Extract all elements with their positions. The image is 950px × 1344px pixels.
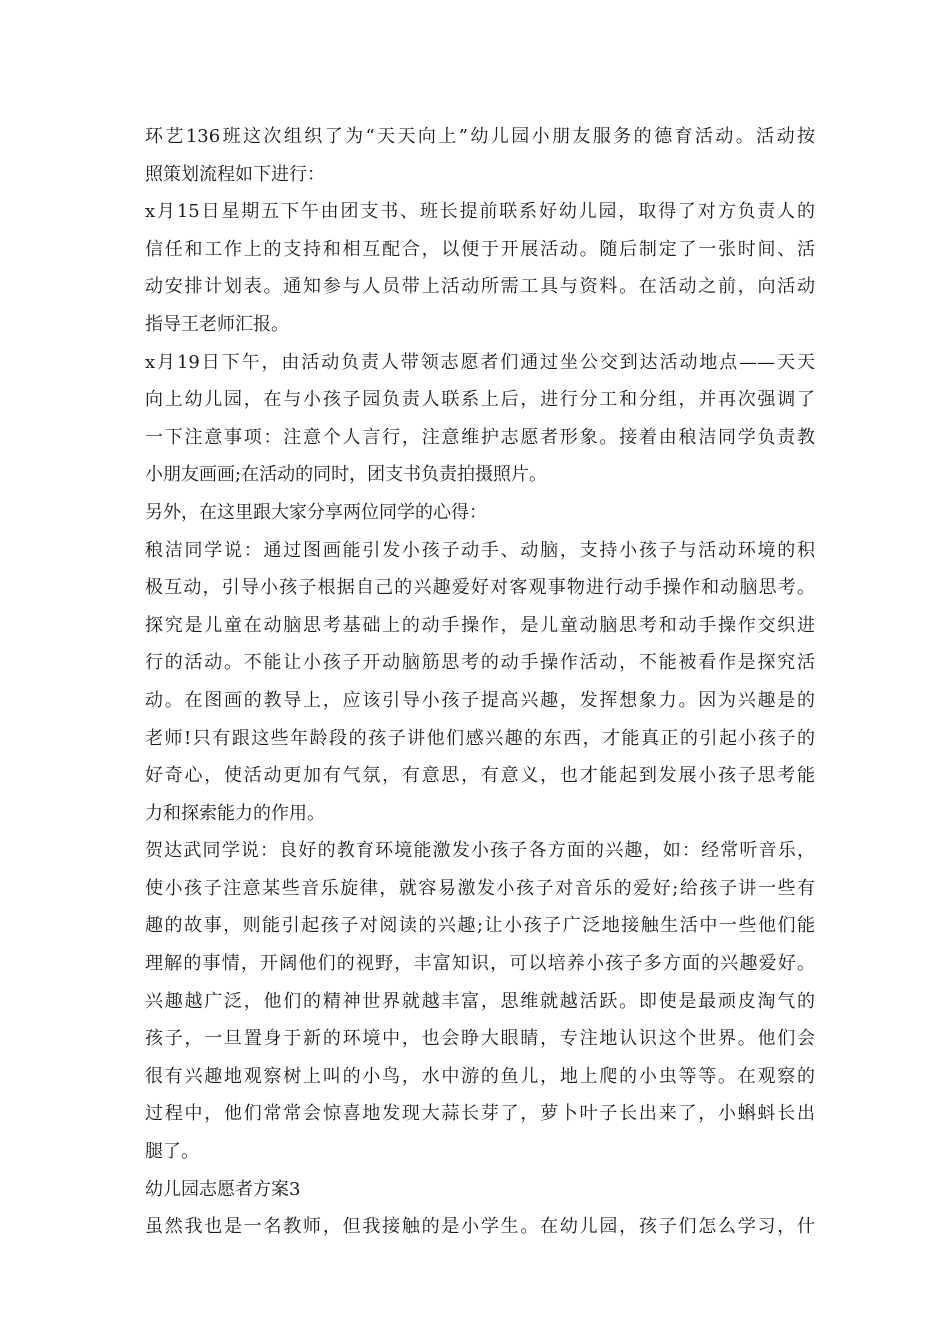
section-heading: 幼儿园志愿者方案3	[145, 1178, 301, 1200]
text-line: 小朋友画画;在活动的同时，团支书负责拍摄照片。	[145, 464, 548, 486]
text-line: 很有兴趣地观察树上叫的小鸟，水中游的鱼儿，地上爬的小虫等等。在观察的	[145, 1065, 815, 1087]
text-line: 另外，在这里跟大家分享两位同学的心得：	[145, 501, 487, 523]
text-line: 环艺136班这次组织了为“天天向上”幼儿园小朋友服务的德育活动。活动按	[145, 126, 815, 147]
text-line: 好奇心，使活动更加有气氛，有意思，有意义，也才能起到发展小孩子思考能	[145, 765, 815, 787]
text-line: 指导王老师汇报。	[145, 313, 289, 335]
text-line: 虽然我也是一名教师，但我接触的是小学生。在幼儿园，孩子们怎么学习，什	[145, 1216, 815, 1238]
text-line: 稂洁同学说：通过图画能引发小孩子动手、动脑，支持小孩子与活动环境的积	[145, 539, 815, 561]
text-line: 贺达武同学说：良好的教育环境能激发小孩子各方面的兴趣，如：经常听音乐，	[145, 840, 815, 862]
text-line: 极互动，引导小孩子根据自己的兴趣爱好对客观事物进行动手操作和动脑思考。	[145, 577, 815, 599]
text-line: 动安排计划表。通知参与人员带上活动所需工具与资料。在活动之前，向活动	[145, 276, 815, 298]
text-line: 孩子，一旦置身于新的环境中，也会睁大眼睛，专注地认识这个世界。他们会	[145, 1028, 815, 1050]
text-line: 力和探索能力的作用。	[145, 802, 325, 824]
text-line: x月15日星期五下午由团支书、班长提前联系好幼儿园，取得了对方负责人的	[145, 201, 815, 223]
text-line: 一下注意事项：注意个人言行，注意维护志愿者形象。接着由稂洁同学负责教	[145, 426, 815, 448]
text-line: 信任和工作上的支持和相互配合，以便于开展活动。随后制定了一张时间、活	[145, 238, 815, 260]
text-line: 使小孩子注意某些音乐旋律，就容易激发小孩子对音乐的爱好;给孩子讲一些有	[145, 877, 815, 899]
text-line: 兴趣越广泛，他们的精神世界就越丰富，思维就越活跃。即使是最顽皮淘气的	[145, 990, 815, 1012]
text-line: 照策划流程如下进行：	[145, 163, 325, 185]
text-line: 理解的事情，开阔他们的视野，丰富知识，可以培养小孩子多方面的兴趣爱好。	[145, 953, 815, 975]
text-line: 向上幼儿园，在与小孩子园负责人联系上后，进行分工和分组，并再次强调了	[145, 389, 815, 411]
text-line: 探究是儿童在动脑思考基础上的动手操作，是儿童动脑思考和动手操作交织进	[145, 614, 815, 636]
text-line: 行的活动。不能让小孩子开动脑筋思考的动手操作活动，不能被看作是探究活	[145, 652, 815, 674]
text-line: 老师!只有跟这些年龄段的孩子讲他们感兴趣的东西，才能真正的引起小孩子的	[145, 727, 815, 749]
text-line: 动。在图画的教导上，应该引导小孩子提高兴趣，发挥想象力。因为兴趣是的	[145, 689, 815, 711]
text-line: 腿了。	[145, 1141, 199, 1163]
text-line: x月19日下午，由活动负责人带领志愿者们通过坐公交到达活动地点——天天	[145, 351, 815, 373]
text-line: 趣的故事，则能引起孩子对阅读的兴趣;让小孩子广泛地接触生活中一些他们能	[145, 915, 815, 937]
document-body	[145, 118, 815, 1246]
text-line: 过程中，他们常常会惊喜地发现大蒜长芽了，萝卜叶子长出来了，小蝌蚪长出	[145, 1103, 815, 1125]
